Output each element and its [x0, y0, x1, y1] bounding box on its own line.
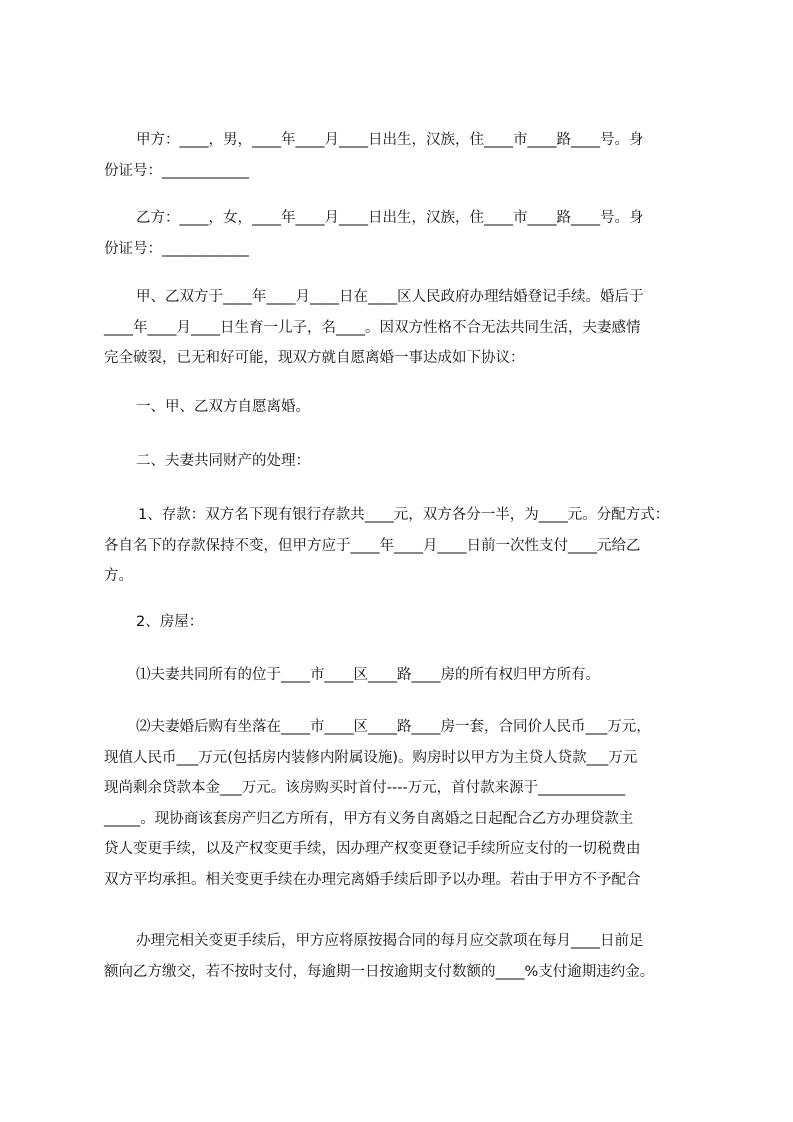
- party-b-paragraph: [104, 203, 644, 264]
- payment-paragraph: [104, 926, 654, 987]
- house-item-2-line-5: 贷人变更手续，以及产权变更手续，因办理产权变更登记手续所应支付的一切税费由: [104, 841, 641, 857]
- savings-line-2: 各自名下的存款保持不变，但甲方应于____年____月____日前一次性支付____元给乙: [104, 537, 641, 554]
- house-heading-line: 2、房屋：: [136, 614, 204, 630]
- party-a-paragraph: [104, 125, 644, 186]
- clause-two-heading-line: 二、夫妻共同财产的处理：: [136, 453, 310, 469]
- marriage-background-paragraph: [104, 282, 644, 374]
- background-line-2: ____年____月____日生育一儿子，名____。因双方性格不合无法共同生活，夫妻感情: [104, 319, 641, 336]
- payment-line-1: 办理完相关变更手续后，甲方应将原按揭合同的每月应交款项在每月____日前足: [136, 933, 644, 949]
- house-item-2-line-6: 双方平均承担。相关变更手续在办理完离婚手续后即予以办理。若由于甲方不予配合: [104, 871, 641, 888]
- house-item-2-line-3: 现尚剩余贷款本金___万元。该房购买时首付----万元，首付款来源于____________: [104, 780, 626, 796]
- payment-line-2: 额向乙方缴交，若不按时支付，每逾期一日按逾期支付数额的____%支付逾期违约金。: [104, 963, 655, 980]
- party-b-line-1: 乙方：____，女，____年____月____日出生，汉族，住____市____路____号。身: [136, 210, 644, 226]
- clause-two-heading: [104, 446, 310, 477]
- house-heading: [104, 607, 203, 638]
- background-line-1: 甲、乙双方于____年____月____日在____区人民政府办理结婚登记手续。婚后于: [136, 289, 644, 305]
- party-a-line-2: 份证号：____________: [104, 162, 249, 179]
- house-item-2-line-4: _____。现协商该套房产归乙方所有，甲方有义务自离婚之日起配合乙方办理贷款主: [104, 810, 634, 827]
- savings-line-1: 1、存款：双方名下现有银行存款共____元，双方各分一半，为____元。分配方式：: [138, 507, 670, 523]
- background-line-3: 完全破裂，已无和好可能，现双方就自愿离婚一事达成如下协议：: [104, 350, 525, 366]
- party-a-line-1: 甲方：____，男，____年____月____日出生，汉族，住____市____路____号。身: [136, 132, 644, 148]
- house-item-2-line-2: 现值人民币___万元(包括房内装修内附属设施)。购房时以甲方为主贷人贷款___万元: [104, 749, 638, 766]
- party-b-line-2: 份证号：____________: [104, 240, 249, 257]
- clause-one-line: 一、甲、乙双方自愿离婚。: [136, 399, 310, 415]
- savings-paragraph: [104, 500, 669, 592]
- house-item-2-line-1: ⑵夫妻婚后购有坐落在____市____区____路____房一套，合同价人民币___万元，: [136, 719, 651, 735]
- house-item-2: [104, 712, 651, 895]
- savings-line-3: 方。: [104, 568, 133, 584]
- clause-one: [104, 392, 310, 423]
- house-item-1: [104, 660, 600, 691]
- house-item-1-line: ⑴夫妻共同所有的位于____市____区____路____房的所有权归甲方所有。: [136, 667, 600, 683]
